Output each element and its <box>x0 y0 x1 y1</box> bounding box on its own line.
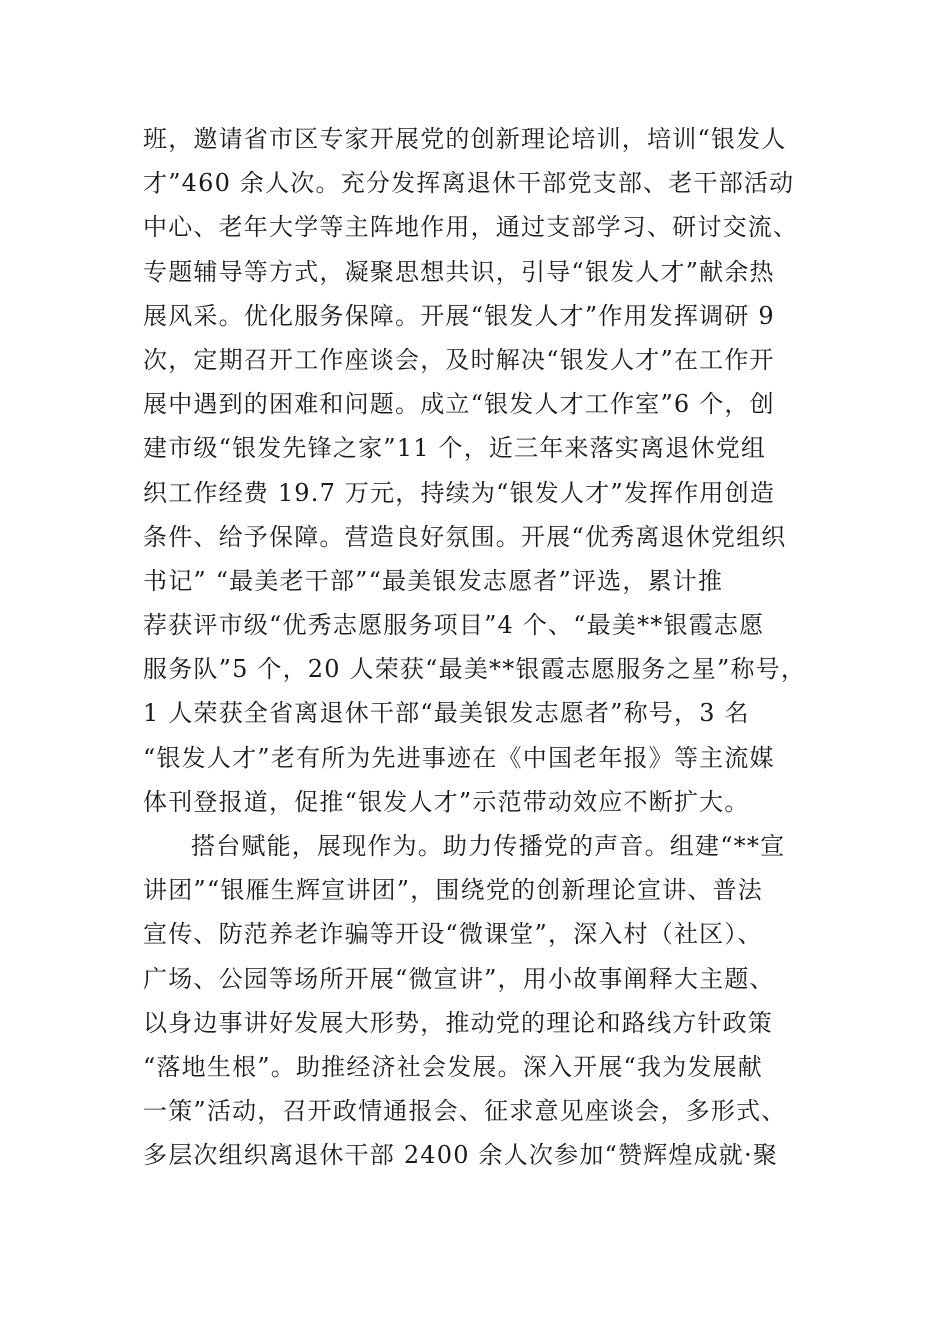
text-line: “银发人才”老有所为先进事迹在《中国老年报》等主流媒 <box>143 743 775 772</box>
text-line: 荐获评市级“优秀志愿服务项目”4 个、“最美**银霞志愿 <box>143 611 765 640</box>
text-line: 书记” “最美老干部”“最美银发志愿者”评选，累计推 <box>143 566 724 595</box>
text-line: 宣传、防范养老诈骗等开设“微课堂”，深入村（社区）、 <box>143 920 763 949</box>
text-line: 讲团”“银雁生辉宣讲团”，围绕党的创新理论宣讲、普法 <box>143 876 764 905</box>
text-line: 专题辅导等方式，凝聚思想共识，引导“银发人才”献余热 <box>143 257 775 286</box>
text-line: 中心、老年大学等主阵地作用，通过支部学习、研讨交流、 <box>143 213 799 242</box>
text-line: 展中遇到的困难和问题。成立“银发人才工作室”6 个，创 <box>143 390 775 419</box>
text-line: 一策”活动，召开政情通报会、征求意见座谈会，多形式、 <box>143 1097 787 1126</box>
text-line: 服务队”5 个，20 人荣获“最美**银霞志愿服务之星”称号， <box>143 655 807 684</box>
text-line: 织工作经费 19.7 万元，持续为“银发人才”发挥作用创造 <box>143 478 776 507</box>
text-line: 以身边事讲好发展大形势，推动党的理论和路线方针政策 <box>143 1008 773 1037</box>
body-text <box>143 117 823 1178</box>
text-line: 1 人荣获全省离退休干部“最美银发志愿者”称号，3 名 <box>143 699 750 728</box>
text-line: 班，邀请省市区专家开展党的创新理论培训，培训“银发人 <box>143 125 787 153</box>
text-line: 建市级“银发先锋之家”11 个，近三年来落实离退休党组 <box>143 434 767 463</box>
text-line: 次，定期召开工作座谈会，及时解决“银发人才”在工作开 <box>143 345 775 374</box>
text-line: 条件、给予保障。营造良好氛围。开展“优秀离退休党组织 <box>143 522 787 551</box>
text-line: 展风采。优化服务保障。开展“银发人才”作用发挥调研 9 <box>143 301 775 330</box>
text-line: 才”460 余人次。充分发挥离退休干部党支部、老干部活动 <box>143 169 795 198</box>
paragraph-start-line: 搭台赋能，展现作为。助力传播党的声音。组建“**宣 <box>191 832 786 860</box>
text-line: 广场、公园等场所开展“微宣讲”，用小故事阐释大主题、 <box>143 964 775 993</box>
text-line: 多层次组织离退休干部 2400 余人次参加“赞辉煌成就·聚 <box>143 1141 779 1170</box>
text-line: 体刊登报道，促推“银发人才”示范带动效应不断扩大。 <box>143 787 750 816</box>
text-line: “落地生根”。助推经济社会发展。深入开展“我为发展献 <box>143 1052 764 1081</box>
